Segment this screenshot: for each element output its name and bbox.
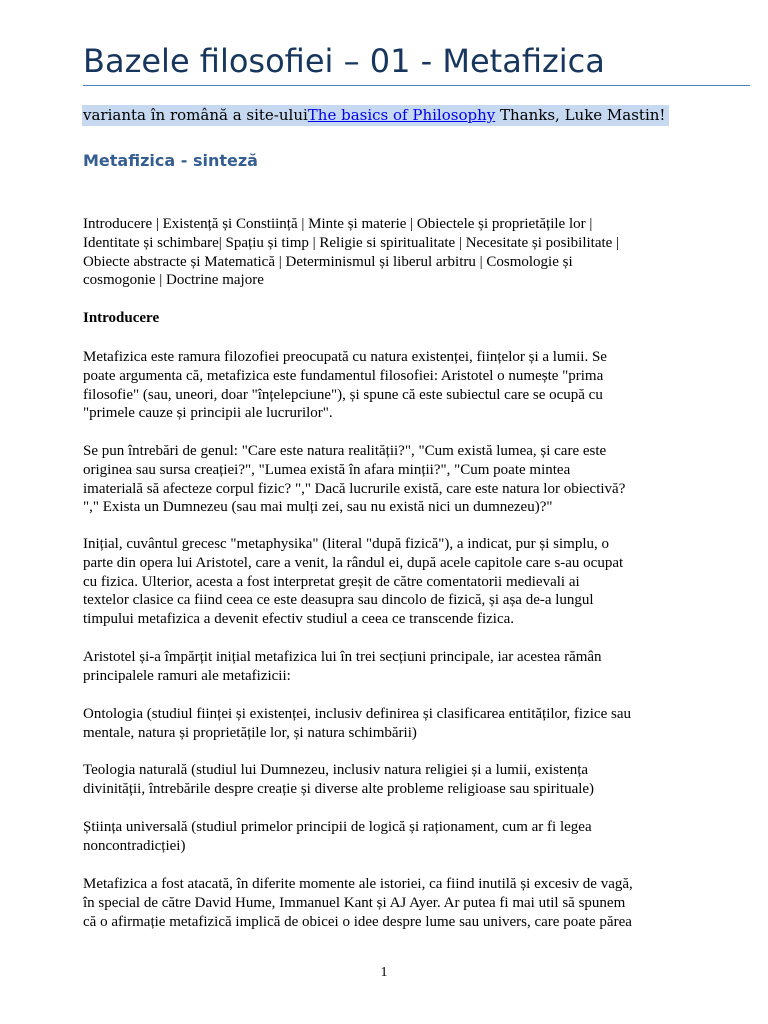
- text-line: cu fizica. Ulterior, acesta a fost interpretat greșit de către comentatorii medievali ai: [83, 573, 580, 590]
- subtitle-prefix: varianta în română a site-ului: [83, 106, 308, 124]
- paragraph-branches-intro: [83, 648, 768, 686]
- toc-line: cosmogonie | Doctrine majore: [83, 272, 264, 289]
- text-line: Ontologia (studiul ființei și existenței, inclusiv definirea și clasificarea entităților, fizice sau: [83, 706, 631, 722]
- paragraph-questions: [83, 442, 768, 517]
- text-line: originea sau sursa creației?", "Lumea există în afara minții?", "Cum poate mintea: [83, 461, 571, 478]
- text-line: "," Exista un Dumnezeu (sau mai mulți zei, sau nu există nici un dumnezeu)?": [83, 499, 553, 516]
- text-line: timpului metafizica a devenit efectiv studiul a ceea ce transcende fizica.: [83, 611, 515, 628]
- toc-line: Obiecte abstracte și Matematică | Determinismul și liberul arbitru | Cosmologie și: [83, 253, 573, 270]
- page-number: 1: [380, 965, 388, 980]
- text-line: poate argumenta că, metafizica este fundamentul filosofiei: Aristotel o numește "prima: [83, 367, 604, 384]
- text-line: că o afirmație metafizică implică de obicei o idee despre lume sau univers, care poate părea: [83, 913, 632, 930]
- subtitle-line: [82, 105, 669, 126]
- text-line: parte din opera lui Aristotel, care a venit, la rândul ei, după acele capitole care s-au ocupat: [83, 554, 624, 571]
- paragraph-ontology: [83, 705, 768, 743]
- intro-heading: Introducere: [83, 310, 160, 326]
- text-line: Metafizica este ramura filozofiei preocupată cu natura existenței, ființelor și a lumii. Se: [83, 349, 607, 365]
- text-line: "primele cauze și principii ale lucrurilor".: [83, 405, 333, 422]
- title-underline: [83, 85, 750, 86]
- paragraph-universal-science: [83, 818, 768, 856]
- paragraph-natural-theology: [83, 761, 768, 799]
- text-line: divinității, întrebările despre creație și diverse alte probleme religioase sau spirituale): [83, 780, 595, 797]
- toc-line: Introducere | Existență și Constiință | Minte și materie | Obiectele și proprietățile lor |: [83, 216, 593, 232]
- paragraph-definition: [83, 348, 768, 423]
- text-line: în special de către David Hume, Immanuel Kant și AJ Ayer. Ar putea fi mai util să spunem: [83, 894, 626, 911]
- document-title: Bazele filosofiei – 01 - Metafizica: [83, 42, 605, 80]
- text-line: principalele ramuri ale metafizicii:: [83, 667, 291, 684]
- paragraph-criticism: [83, 875, 768, 931]
- text-line: textelor clasice ca fiind ceea ce este deasupra sau dincolo de fizică, și așa de-a lungul: [83, 592, 594, 609]
- text-line: Aristotel și-a împărțit inițial metafizica lui în trei secțiuni principale, iar acestea rămân: [83, 649, 602, 665]
- text-line: Teologia naturală (studiul lui Dumnezeu, inclusiv natura religiei și a lumii, existența: [83, 762, 589, 778]
- subtitle-thanks: Thanks, Luke Mastin!: [495, 106, 666, 124]
- text-line: mentale, natura și proprietățile lor, și natura schimbării): [83, 724, 417, 741]
- table-of-contents: [83, 215, 768, 290]
- text-line: Se pun întrebări de genul: "Care este natura realității?", "Cum există lumea, și care este: [83, 443, 607, 459]
- text-line: noncontradicției): [83, 837, 186, 854]
- text-line: filosofie" (sau, uneori, doar "înțelepciune"), și spune că este subiectul care se ocupă cu: [83, 386, 603, 403]
- text-line: Metafizica a fost atacată, în diferite momente ale istoriei, ca fiind inutilă și excesiv de vagă,: [83, 876, 633, 892]
- text-line: Inițial, cuvântul grecesc "metaphysika" (literal "după fizică"), a indicat, pur și simplu, o: [83, 536, 609, 552]
- toc-line: Identitate și schimbare| Spațiu și timp | Religie si spiritualitate | Necesitate și posibilitate |: [83, 234, 620, 251]
- paragraph-etymology: [83, 535, 768, 629]
- text-line: Știința universală (studiul primelor principii de logică și raționament, cum ar fi legea: [83, 819, 592, 835]
- text-line: imaterială să afecteze corpul fizic? "," Dacă lucrurile există, care este natura lor obiectivă?: [83, 480, 626, 497]
- basics-of-philosophy-link[interactable]: The basics of Philosophy: [307, 106, 496, 124]
- section-heading: Metafizica - sinteză: [83, 151, 258, 170]
